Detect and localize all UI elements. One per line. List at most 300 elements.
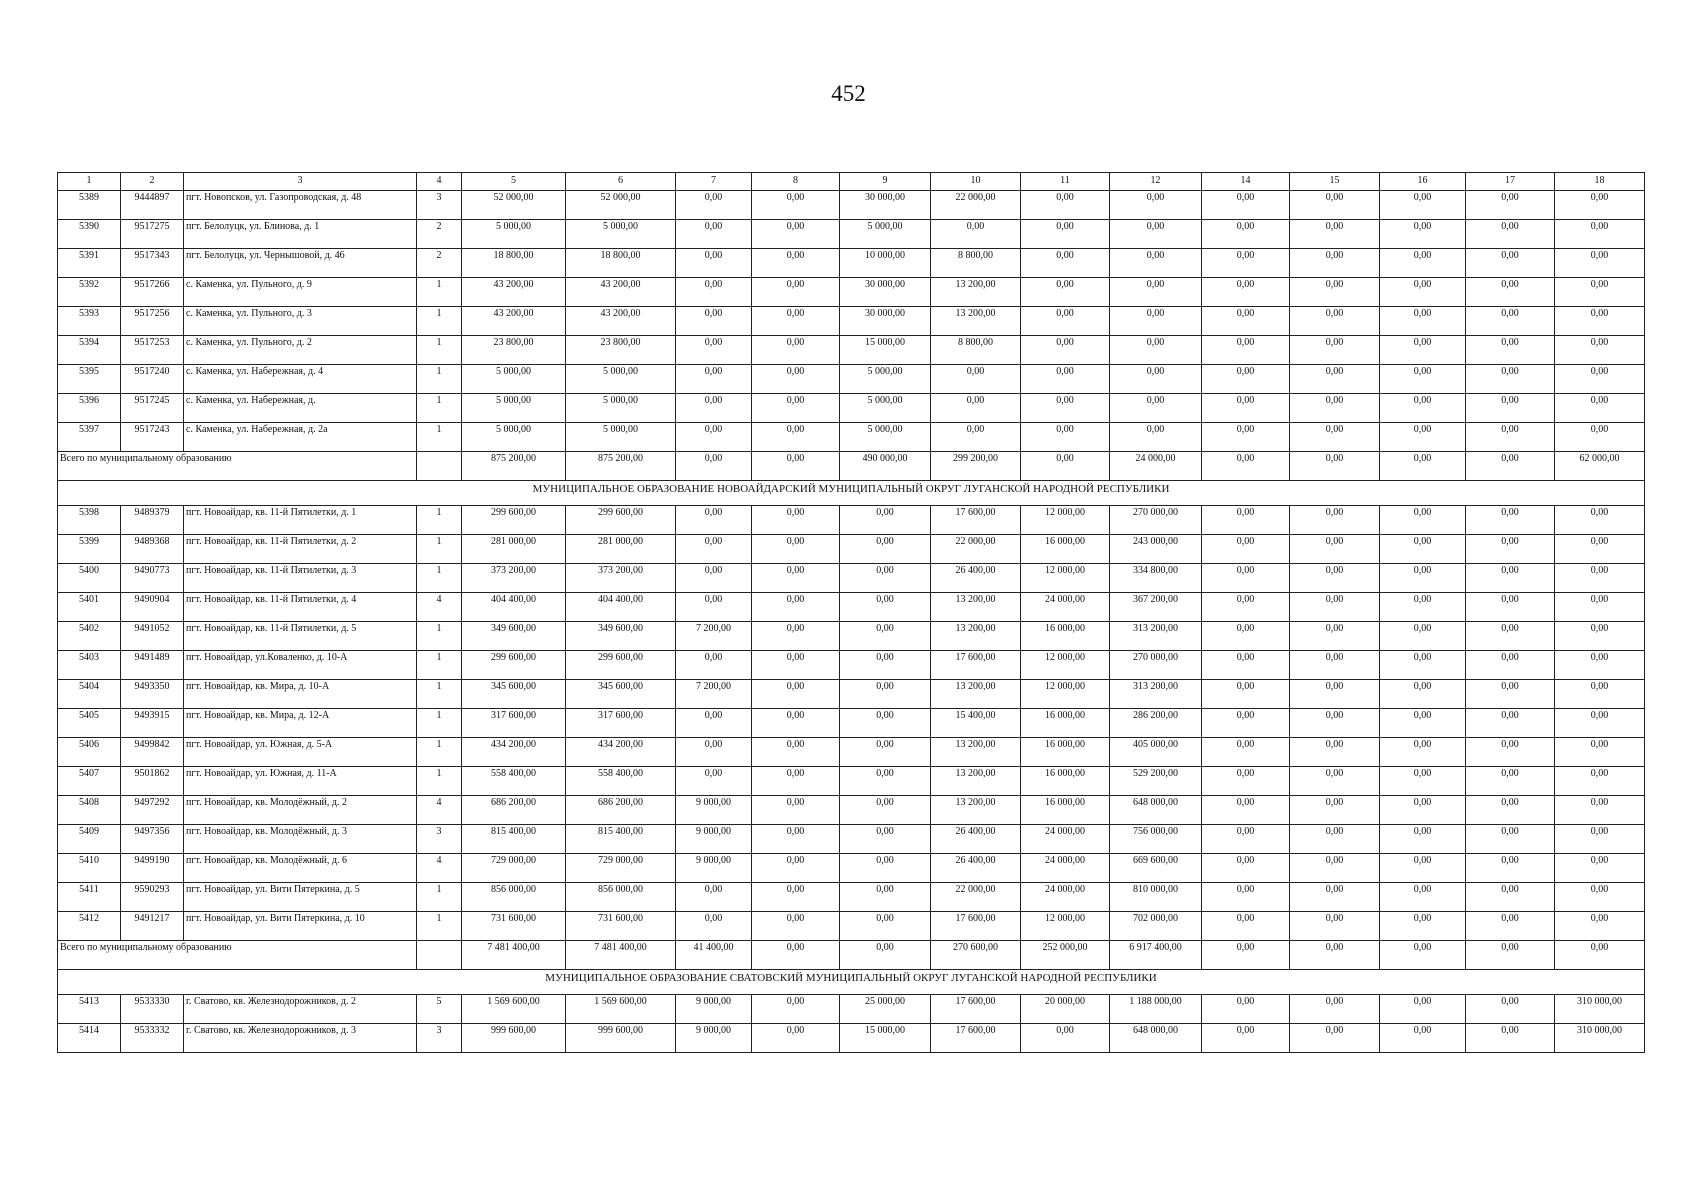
table-cell: 558 400,00 xyxy=(566,767,676,796)
table-cell: 0,00 xyxy=(1021,365,1110,394)
table-cell: 0,00 xyxy=(752,912,840,941)
table-cell: 3 xyxy=(417,1024,462,1053)
column-header: 12 xyxy=(1110,173,1202,191)
table-cell: 0,00 xyxy=(1555,191,1645,220)
object-id-cell: 9497292 xyxy=(121,796,184,825)
table-cell: 686 200,00 xyxy=(566,796,676,825)
column-header: 16 xyxy=(1380,173,1466,191)
row-number-cell: 5400 xyxy=(58,564,121,593)
total-value-cell: 0,00 xyxy=(1466,941,1555,970)
total-value-cell: 0,00 xyxy=(1555,941,1645,970)
table-cell: 0,00 xyxy=(1290,593,1380,622)
table-cell: 43 200,00 xyxy=(566,307,676,336)
table-cell: 0,00 xyxy=(1555,365,1645,394)
table-cell: 0,00 xyxy=(1466,220,1555,249)
table-cell: 0,00 xyxy=(1555,249,1645,278)
table-cell: 43 200,00 xyxy=(462,278,566,307)
table-cell: 0,00 xyxy=(1555,506,1645,535)
table-cell: 0,00 xyxy=(1555,220,1645,249)
table-cell: 9 000,00 xyxy=(676,995,752,1024)
table-cell: 0,00 xyxy=(752,278,840,307)
table-cell: 1 xyxy=(417,738,462,767)
total-value-cell: 0,00 xyxy=(1021,452,1110,481)
column-header: 10 xyxy=(931,173,1021,191)
table-cell: 0,00 xyxy=(1380,1024,1466,1053)
table-cell: 686 200,00 xyxy=(462,796,566,825)
table-cell: 13 200,00 xyxy=(931,278,1021,307)
table-cell: 17 600,00 xyxy=(931,1024,1021,1053)
table-cell: 0,00 xyxy=(840,709,931,738)
table-cell: 12 000,00 xyxy=(1021,680,1110,709)
table-row xyxy=(58,336,1645,365)
column-header: 14 xyxy=(1202,173,1290,191)
table-cell: 1 xyxy=(417,912,462,941)
table-cell: 856 000,00 xyxy=(566,883,676,912)
table-cell: 0,00 xyxy=(752,564,840,593)
table-cell: 0,00 xyxy=(1202,506,1290,535)
table-cell: 0,00 xyxy=(1110,307,1202,336)
total-value-cell: 0,00 xyxy=(1380,452,1466,481)
table-cell: 0,00 xyxy=(1202,593,1290,622)
table-cell: 0,00 xyxy=(1555,564,1645,593)
table-cell: 0,00 xyxy=(676,651,752,680)
table-cell: 0,00 xyxy=(1110,278,1202,307)
object-id-cell: 9517275 xyxy=(121,220,184,249)
row-number-cell: 5399 xyxy=(58,535,121,564)
table-cell: 0,00 xyxy=(1202,767,1290,796)
table-cell: 0,00 xyxy=(752,506,840,535)
table-cell: 0,00 xyxy=(1380,883,1466,912)
table-row xyxy=(58,825,1645,854)
column-header-row xyxy=(58,173,1645,191)
column-header: 11 xyxy=(1021,173,1110,191)
object-id-cell: 9517266 xyxy=(121,278,184,307)
table-cell: 0,00 xyxy=(752,995,840,1024)
table-row xyxy=(58,220,1645,249)
table-cell: 0,00 xyxy=(1290,738,1380,767)
table-cell: 17 600,00 xyxy=(931,651,1021,680)
total-value-cell: 875 200,00 xyxy=(462,452,566,481)
table-cell: 12 000,00 xyxy=(1021,651,1110,680)
table-cell: 373 200,00 xyxy=(566,564,676,593)
table-cell: 0,00 xyxy=(676,423,752,452)
table-cell: 0,00 xyxy=(1202,394,1290,423)
table-cell: 0,00 xyxy=(1466,1024,1555,1053)
column-header: 8 xyxy=(752,173,840,191)
table-cell: 345 600,00 xyxy=(566,680,676,709)
table-cell: 0,00 xyxy=(1202,191,1290,220)
table-cell: 0,00 xyxy=(1202,564,1290,593)
table-cell: 26 400,00 xyxy=(931,825,1021,854)
object-id-cell: 9489368 xyxy=(121,535,184,564)
total-value-cell: 0,00 xyxy=(1290,452,1380,481)
total-row xyxy=(58,941,1645,970)
table-cell: 0,00 xyxy=(1290,680,1380,709)
table-cell: 0,00 xyxy=(1290,564,1380,593)
total-value-cell: 0,00 xyxy=(1466,452,1555,481)
table-cell: 0,00 xyxy=(1380,767,1466,796)
table-cell: 17 600,00 xyxy=(931,912,1021,941)
table-cell: 0,00 xyxy=(1021,191,1110,220)
table-cell: 8 800,00 xyxy=(931,249,1021,278)
row-number-cell: 5402 xyxy=(58,622,121,651)
table-cell: 1 xyxy=(417,336,462,365)
table-cell: 0,00 xyxy=(1021,278,1110,307)
table-cell: 0,00 xyxy=(1110,191,1202,220)
object-id-cell: 9517256 xyxy=(121,307,184,336)
table-cell: 0,00 xyxy=(1555,767,1645,796)
table-cell: 16 000,00 xyxy=(1021,709,1110,738)
table-cell: 0,00 xyxy=(840,854,931,883)
table-cell: 281 000,00 xyxy=(462,535,566,564)
table-cell: 731 600,00 xyxy=(566,912,676,941)
table-cell: 0,00 xyxy=(1202,535,1290,564)
object-id-cell: 9490773 xyxy=(121,564,184,593)
table-cell: 0,00 xyxy=(1110,394,1202,423)
table-cell: 0,00 xyxy=(1202,651,1290,680)
table-cell: 17 600,00 xyxy=(931,995,1021,1024)
object-id-cell: 9517343 xyxy=(121,249,184,278)
table-cell: 24 000,00 xyxy=(1021,825,1110,854)
table-cell: 1 xyxy=(417,680,462,709)
total-value-cell: 6 917 400,00 xyxy=(1110,941,1202,970)
table-cell: 0,00 xyxy=(1555,278,1645,307)
table-cell: 0,00 xyxy=(1021,307,1110,336)
table-cell: 30 000,00 xyxy=(840,307,931,336)
table-row xyxy=(58,796,1645,825)
address-cell: пгт. Новоайдар, кв. Молодёжный, д. 6 xyxy=(184,854,417,883)
table-cell: 0,00 xyxy=(1555,738,1645,767)
table-cell: 558 400,00 xyxy=(462,767,566,796)
table-cell: 0,00 xyxy=(1202,220,1290,249)
table-cell: 15 000,00 xyxy=(840,336,931,365)
section-header-row xyxy=(58,481,1645,506)
table-cell: 13 200,00 xyxy=(931,738,1021,767)
table-cell: 0,00 xyxy=(1202,336,1290,365)
table-cell: 0,00 xyxy=(1290,394,1380,423)
table-cell: 243 000,00 xyxy=(1110,535,1202,564)
table-cell: 0,00 xyxy=(1021,423,1110,452)
table-cell: 0,00 xyxy=(1290,220,1380,249)
table-cell: 0,00 xyxy=(676,709,752,738)
table-cell: 0,00 xyxy=(840,535,931,564)
table-cell: 16 000,00 xyxy=(1021,738,1110,767)
total-label: Всего по муниципальному образованию xyxy=(58,941,417,970)
table-cell: 0,00 xyxy=(752,394,840,423)
table-cell: 0,00 xyxy=(1555,394,1645,423)
table-cell: 0,00 xyxy=(1466,535,1555,564)
table-cell: 0,00 xyxy=(1290,535,1380,564)
total-empty-cell xyxy=(417,452,462,481)
table-cell: 3 xyxy=(417,191,462,220)
address-cell: пгт. Новоайдар, кв. 11-й Пятилетки, д. 4 xyxy=(184,593,417,622)
table-cell: 0,00 xyxy=(752,883,840,912)
table-row xyxy=(58,995,1645,1024)
table-cell: 0,00 xyxy=(1110,365,1202,394)
table-cell: 0,00 xyxy=(1380,680,1466,709)
total-value-cell: 252 000,00 xyxy=(1021,941,1110,970)
table-cell: 1 xyxy=(417,767,462,796)
object-id-cell: 9499842 xyxy=(121,738,184,767)
object-id-cell: 9517253 xyxy=(121,336,184,365)
row-number-cell: 5392 xyxy=(58,278,121,307)
table-cell: 0,00 xyxy=(1466,883,1555,912)
table-cell: 8 800,00 xyxy=(931,336,1021,365)
table-cell: 731 600,00 xyxy=(462,912,566,941)
column-header: 7 xyxy=(676,173,752,191)
table-cell: 23 800,00 xyxy=(566,336,676,365)
table-cell: 434 200,00 xyxy=(566,738,676,767)
table-cell: 0,00 xyxy=(1290,249,1380,278)
table-cell: 0,00 xyxy=(1380,394,1466,423)
table-cell: 5 000,00 xyxy=(462,365,566,394)
table-cell: 0,00 xyxy=(1290,365,1380,394)
table-cell: 26 400,00 xyxy=(931,854,1021,883)
table-cell: 702 000,00 xyxy=(1110,912,1202,941)
table-cell: 0,00 xyxy=(1290,191,1380,220)
table-cell: 22 000,00 xyxy=(931,191,1021,220)
row-number-cell: 5395 xyxy=(58,365,121,394)
object-id-cell: 9493915 xyxy=(121,709,184,738)
table-cell: 5 000,00 xyxy=(566,394,676,423)
row-number-cell: 5401 xyxy=(58,593,121,622)
table-cell: 43 200,00 xyxy=(566,278,676,307)
table-cell: 9 000,00 xyxy=(676,825,752,854)
table-cell: 0,00 xyxy=(1380,423,1466,452)
row-number-cell: 5389 xyxy=(58,191,121,220)
table-cell: 0,00 xyxy=(752,365,840,394)
table-cell: 270 000,00 xyxy=(1110,651,1202,680)
table-cell: 0,00 xyxy=(1555,593,1645,622)
total-value-cell: 7 481 400,00 xyxy=(462,941,566,970)
address-cell: с. Каменка, ул. Пульного, д. 3 xyxy=(184,307,417,336)
table-cell: 349 600,00 xyxy=(566,622,676,651)
table-row xyxy=(58,883,1645,912)
table-cell: 0,00 xyxy=(1380,825,1466,854)
table-cell: 0,00 xyxy=(1466,423,1555,452)
table-cell: 17 600,00 xyxy=(931,506,1021,535)
object-id-cell: 9517240 xyxy=(121,365,184,394)
row-number-cell: 5405 xyxy=(58,709,121,738)
table-cell: 13 200,00 xyxy=(931,796,1021,825)
table-cell: 669 600,00 xyxy=(1110,854,1202,883)
address-cell: пгт. Новопсков, ул. Газопроводская, д. 48 xyxy=(184,191,417,220)
table-cell: 0,00 xyxy=(1290,995,1380,1024)
table-cell: 0,00 xyxy=(1466,593,1555,622)
table-cell: 1 569 600,00 xyxy=(566,995,676,1024)
table-cell: 24 000,00 xyxy=(1021,883,1110,912)
address-cell: пгт. Белолуцк, ул. Чернышовой, д. 46 xyxy=(184,249,417,278)
table-row xyxy=(58,622,1645,651)
table-cell: 0,00 xyxy=(931,220,1021,249)
table-cell: 0,00 xyxy=(676,394,752,423)
register-table xyxy=(57,172,1645,1053)
table-cell: 5 000,00 xyxy=(840,365,931,394)
table-row xyxy=(58,738,1645,767)
table-cell: 0,00 xyxy=(1466,622,1555,651)
table-cell: 0,00 xyxy=(1555,680,1645,709)
address-cell: с. Каменка, ул. Пульного, д. 9 xyxy=(184,278,417,307)
object-id-cell: 9499190 xyxy=(121,854,184,883)
table-cell: 0,00 xyxy=(1202,709,1290,738)
table-cell: 310 000,00 xyxy=(1555,995,1645,1024)
row-number-cell: 5393 xyxy=(58,307,121,336)
address-cell: пгт. Новоайдар, ул. Южная, д. 5-А xyxy=(184,738,417,767)
table-cell: 1 xyxy=(417,564,462,593)
table-cell: 0,00 xyxy=(752,738,840,767)
table-cell: 0,00 xyxy=(1380,995,1466,1024)
table-cell: 4 xyxy=(417,854,462,883)
table-cell: 9 000,00 xyxy=(676,796,752,825)
table-cell: 281 000,00 xyxy=(566,535,676,564)
table-cell: 0,00 xyxy=(752,622,840,651)
table-cell: 270 000,00 xyxy=(1110,506,1202,535)
table-cell: 23 800,00 xyxy=(462,336,566,365)
table-cell: 15 000,00 xyxy=(840,1024,931,1053)
table-cell: 405 000,00 xyxy=(1110,738,1202,767)
table-cell: 13 200,00 xyxy=(931,593,1021,622)
row-number-cell: 5396 xyxy=(58,394,121,423)
table-cell: 43 200,00 xyxy=(462,307,566,336)
table-cell: 0,00 xyxy=(1555,883,1645,912)
total-empty-cell xyxy=(417,941,462,970)
table-cell: 0,00 xyxy=(1202,680,1290,709)
table-cell: 0,00 xyxy=(1380,796,1466,825)
table-cell: 0,00 xyxy=(1380,912,1466,941)
address-cell: пгт. Новоайдар, ул. Южная, д. 11-А xyxy=(184,767,417,796)
column-header: 3 xyxy=(184,173,417,191)
table-cell: 434 200,00 xyxy=(462,738,566,767)
table-cell: 0,00 xyxy=(1021,1024,1110,1053)
column-header: 4 xyxy=(417,173,462,191)
table-cell: 0,00 xyxy=(1290,307,1380,336)
table-cell: 815 400,00 xyxy=(462,825,566,854)
table-cell: 0,00 xyxy=(1466,278,1555,307)
section-title: МУНИЦИПАЛЬНОЕ ОБРАЗОВАНИЕ СВАТОВСКИЙ МУНИЦИПАЛЬНЫЙ ОКРУГ ЛУГАНСКОЙ НАРОДНОЙ РЕСПУБЛИКИ xyxy=(58,970,1645,995)
table-cell: 0,00 xyxy=(1466,249,1555,278)
object-id-cell: 9490904 xyxy=(121,593,184,622)
table-cell: 0,00 xyxy=(752,423,840,452)
table-cell: 0,00 xyxy=(676,593,752,622)
table-cell: 0,00 xyxy=(1555,912,1645,941)
table-cell: 0,00 xyxy=(1466,651,1555,680)
table-row xyxy=(58,423,1645,452)
total-label: Всего по муниципальному образованию xyxy=(58,452,417,481)
table-cell: 0,00 xyxy=(1202,423,1290,452)
table-row xyxy=(58,651,1645,680)
table-cell: 16 000,00 xyxy=(1021,622,1110,651)
table-cell: 0,00 xyxy=(752,336,840,365)
table-cell: 0,00 xyxy=(1466,680,1555,709)
page-number: 452 xyxy=(831,81,866,106)
object-id-cell: 9491489 xyxy=(121,651,184,680)
table-row xyxy=(58,191,1645,220)
table-cell: 0,00 xyxy=(931,365,1021,394)
table-cell: 24 000,00 xyxy=(1021,854,1110,883)
table-cell: 0,00 xyxy=(1380,220,1466,249)
table-row xyxy=(58,593,1645,622)
table-cell: 2 xyxy=(417,220,462,249)
table-cell: 15 400,00 xyxy=(931,709,1021,738)
table-row xyxy=(58,767,1645,796)
table-cell: 0,00 xyxy=(1202,995,1290,1024)
table-cell: 0,00 xyxy=(1202,883,1290,912)
address-cell: с. Каменка, ул. Набережная, д. 2а xyxy=(184,423,417,452)
table-cell: 0,00 xyxy=(931,394,1021,423)
table-cell: 0,00 xyxy=(1021,220,1110,249)
table-cell: 0,00 xyxy=(752,1024,840,1053)
table-cell: 0,00 xyxy=(1466,506,1555,535)
table-cell: 0,00 xyxy=(1380,535,1466,564)
table-cell: 0,00 xyxy=(1290,883,1380,912)
total-value-cell: 0,00 xyxy=(1202,452,1290,481)
table-cell: 7 200,00 xyxy=(676,680,752,709)
object-id-cell: 9444897 xyxy=(121,191,184,220)
table-cell: 999 600,00 xyxy=(462,1024,566,1053)
total-value-cell: 270 600,00 xyxy=(931,941,1021,970)
row-number-cell: 5391 xyxy=(58,249,121,278)
table-cell: 1 xyxy=(417,506,462,535)
table-cell: 648 000,00 xyxy=(1110,796,1202,825)
table-cell: 12 000,00 xyxy=(1021,564,1110,593)
table-row xyxy=(58,912,1645,941)
table-cell: 12 000,00 xyxy=(1021,912,1110,941)
table-cell: 299 600,00 xyxy=(462,651,566,680)
table-cell: 0,00 xyxy=(676,506,752,535)
address-cell: пгт. Новоайдар, ул. Вити Пятеркина, д. 5 xyxy=(184,883,417,912)
table-cell: 10 000,00 xyxy=(840,249,931,278)
table-cell: 16 000,00 xyxy=(1021,796,1110,825)
table-cell: 0,00 xyxy=(752,854,840,883)
table-cell: 0,00 xyxy=(1290,336,1380,365)
table-cell: 7 200,00 xyxy=(676,622,752,651)
table-cell: 0,00 xyxy=(1290,825,1380,854)
object-id-cell: 9533332 xyxy=(121,1024,184,1053)
table-cell: 404 400,00 xyxy=(462,593,566,622)
table-cell: 0,00 xyxy=(840,796,931,825)
column-header: 9 xyxy=(840,173,931,191)
object-id-cell: 9497356 xyxy=(121,825,184,854)
table-cell: 0,00 xyxy=(840,506,931,535)
row-number-cell: 5406 xyxy=(58,738,121,767)
table-cell: 0,00 xyxy=(1202,1024,1290,1053)
address-cell: пгт. Новоайдар, кв. Молодёжный, д. 2 xyxy=(184,796,417,825)
table-cell: 0,00 xyxy=(1290,912,1380,941)
table-cell: 0,00 xyxy=(1290,709,1380,738)
total-value-cell: 7 481 400,00 xyxy=(566,941,676,970)
table-cell: 5 000,00 xyxy=(462,394,566,423)
table-cell: 0,00 xyxy=(1290,1024,1380,1053)
table-cell: 999 600,00 xyxy=(566,1024,676,1053)
table-cell: 1 188 000,00 xyxy=(1110,995,1202,1024)
table-cell: 0,00 xyxy=(1380,506,1466,535)
address-cell: пгт. Новоайдар, ул. Вити Пятеркина, д. 10 xyxy=(184,912,417,941)
table-cell: 0,00 xyxy=(1380,191,1466,220)
table-cell: 0,00 xyxy=(1021,336,1110,365)
table-cell: 0,00 xyxy=(1555,825,1645,854)
object-id-cell: 9491052 xyxy=(121,622,184,651)
table-cell: 0,00 xyxy=(1380,278,1466,307)
table-cell: 313 200,00 xyxy=(1110,680,1202,709)
table-cell: 4 xyxy=(417,796,462,825)
table-row xyxy=(58,564,1645,593)
table-cell: 1 xyxy=(417,394,462,423)
column-header: 5 xyxy=(462,173,566,191)
table-cell: 286 200,00 xyxy=(1110,709,1202,738)
table-cell: 9 000,00 xyxy=(676,1024,752,1053)
table-cell: 367 200,00 xyxy=(1110,593,1202,622)
table-cell: 3 xyxy=(417,825,462,854)
